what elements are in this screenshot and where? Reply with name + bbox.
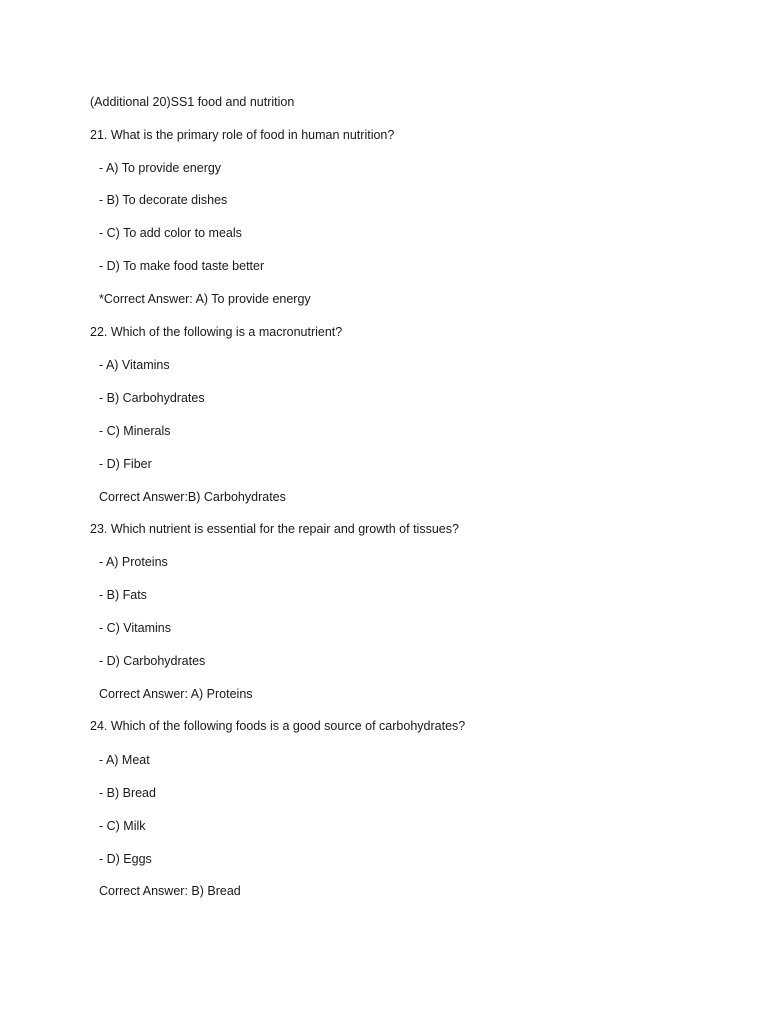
option-d: - D) Carbohydrates [99, 654, 206, 668]
option-d: - D) Fiber [99, 457, 152, 471]
option-a: - A) Vitamins [99, 358, 170, 372]
question-text: 24. Which of the following foods is a good source of carbohydrates? [90, 719, 466, 733]
option-c: - C) Milk [99, 819, 146, 833]
question-text: 23. Which nutrient is essential for the repair and growth of tissues? [90, 522, 459, 536]
question-text: 22. Which of the following is a macronutrient? [90, 325, 343, 339]
correct-answer: Correct Answer: B) Bread [99, 884, 241, 898]
option-d: - D) Eggs [99, 852, 152, 866]
document-title: (Additional 20)SS1 food and nutrition [90, 95, 295, 109]
option-d: - D) To make food taste better [99, 259, 265, 273]
option-a: - A) Proteins [99, 555, 168, 569]
option-b: - B) Carbohydrates [99, 391, 205, 405]
option-b: - B) Fats [99, 588, 147, 602]
correct-answer: *Correct Answer: A) To provide energy [99, 292, 311, 306]
option-b: - B) Bread [99, 786, 156, 800]
option-b: - B) To decorate dishes [99, 193, 228, 207]
question-text: 21. What is the primary role of food in human nutrition? [90, 128, 395, 142]
option-a: - A) To provide energy [99, 161, 222, 175]
correct-answer: Correct Answer:B) Carbohydrates [99, 490, 286, 504]
option-c: - C) Vitamins [99, 621, 172, 635]
correct-answer: Correct Answer: A) Proteins [99, 687, 253, 701]
option-c: - C) Minerals [99, 424, 171, 438]
option-a: - A) Meat [99, 753, 150, 767]
option-c: - C) To add color to meals [99, 226, 242, 240]
